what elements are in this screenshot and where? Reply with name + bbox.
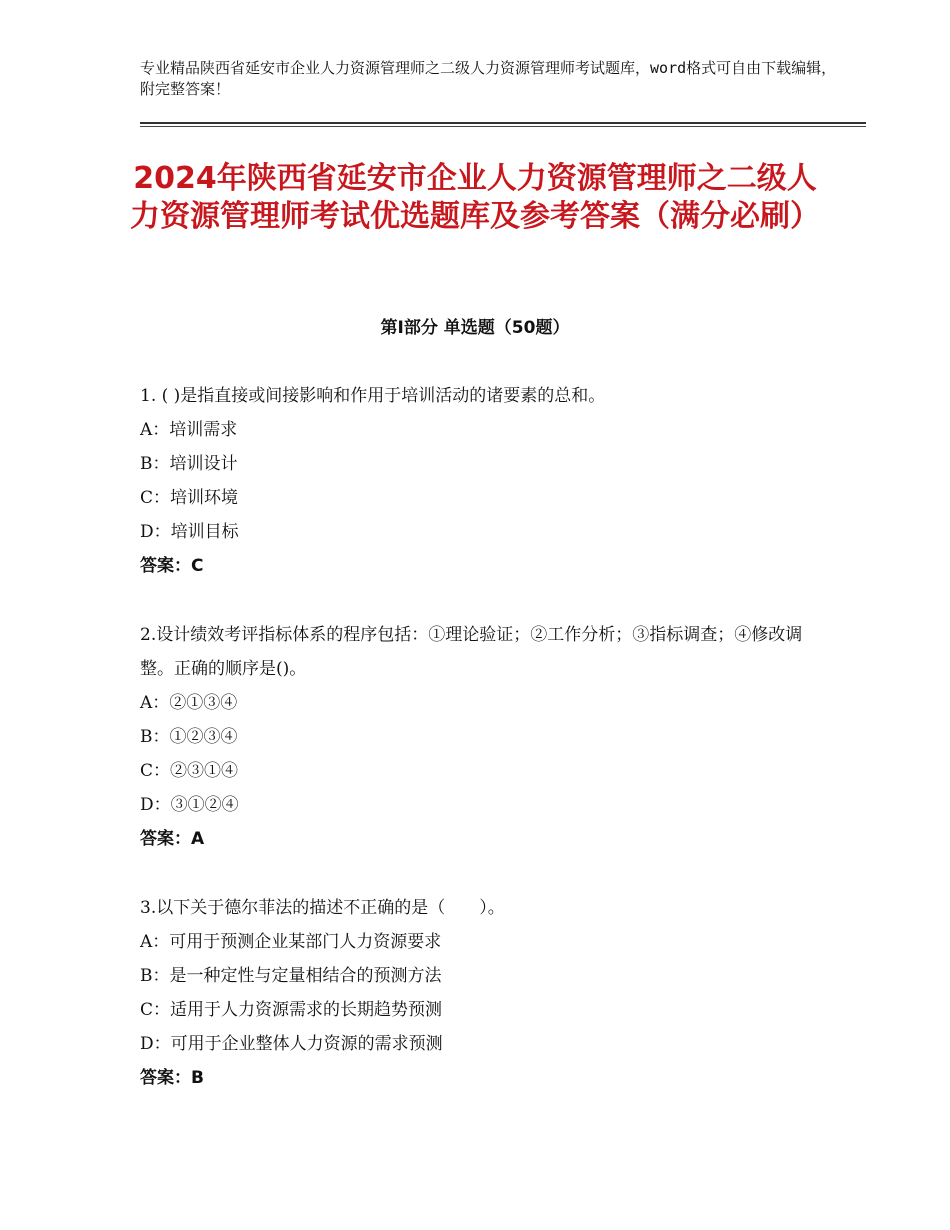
option-c: C：培训环境 [140,488,239,508]
header-note: 专业精品陕西省延安市企业人力资源管理师之二级人力资源管理师考试题库，word格式可自由下载编辑，附完整答案！ [140,59,837,98]
question-2 [140,618,820,856]
header-divider [140,122,866,124]
option-c: C：适用于人力资源需求的长期趋势预测 [140,1000,443,1020]
option-a: A：培训需求 [140,420,238,440]
header-divider-thin [140,126,866,127]
question-stem: 3.以下关于德尔菲法的描述不正确的是（ ）。 [140,898,505,918]
option-a: A：②①③④ [140,693,238,713]
option-a: A：可用于预测企业某部门人力资源要求 [140,932,442,952]
option-d: D：③①②④ [140,795,239,815]
question-1 [140,379,820,583]
option-d: D：培训目标 [140,522,239,542]
question-stem: 1. ( )是指直接或间接影响和作用于培训活动的诸要素的总和。 [140,386,606,406]
answer-label: 答案：C [140,556,204,576]
section-heading: 第Ⅰ部分 单选题（50题） [380,318,570,338]
option-c: C：②③①④ [140,761,239,781]
answer-label: 答案：B [140,1068,204,1088]
option-b: B：培训设计 [140,454,238,474]
option-d: D：可用于企业整体人力资源的需求预测 [140,1034,443,1054]
option-b: B：①②③④ [140,727,238,747]
answer-label: 答案：A [140,829,205,849]
option-b: B：是一种定性与定量相结合的预测方法 [140,966,442,986]
document-title: 2024年陕西省延安市企业人力资源管理师之二级人力资源管理师考试优选题库及参考答案（满分必刷） [130,161,820,234]
question-3 [140,891,820,1095]
question-stem: 2.设计绩效考评指标体系的程序包括：①理论验证；②工作分析；③指标调查；④修改调整。正确的顺序是()。 [140,625,803,679]
